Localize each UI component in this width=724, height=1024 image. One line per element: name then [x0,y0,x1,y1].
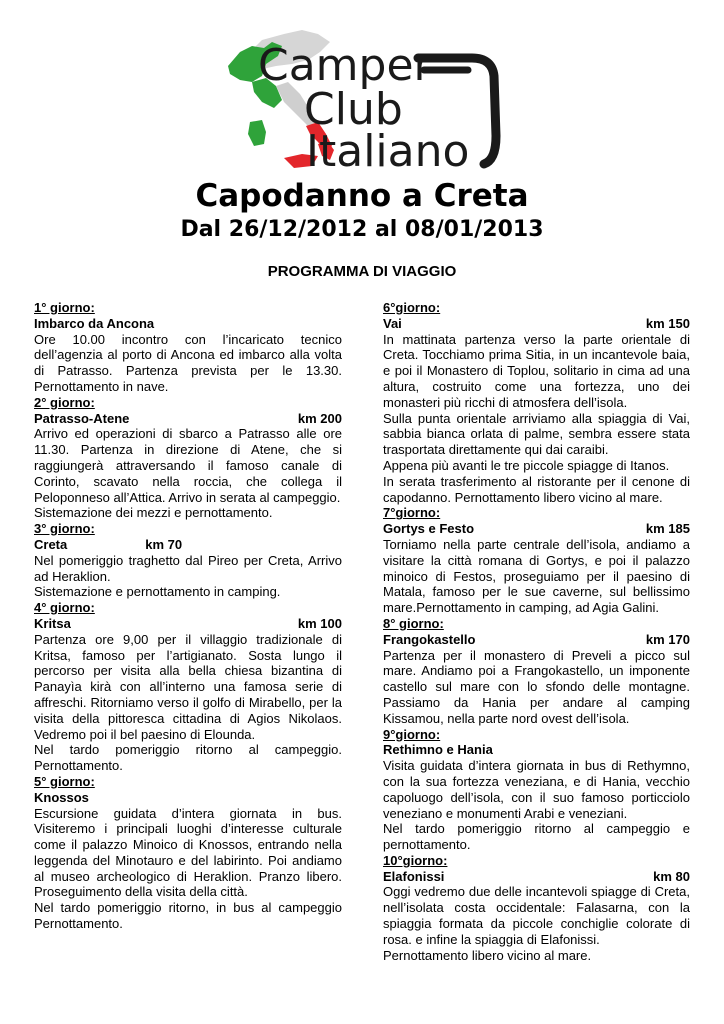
day-place-row [383,742,690,758]
day-block [34,300,342,395]
day-place-row [34,616,342,632]
day-place: Patrasso-Atene [34,410,130,426]
day-description [383,537,690,616]
day-place: Imbarco da Ancona [34,315,155,331]
day-place: Rethimno e Hania [383,742,493,758]
description-paragraph: Escursione guidata d’intera giornata in bus. Visiteremo i principali luoghi d’interesse culturale come il palazzo Minoico di Knossos, entrando nella leggenda del Minotauro e del labirinto. Poi andiamo al museo archeologico di Heraklion. Pranzo libero. Proseguimento della visita della città. [34,805,342,900]
day-place: Vai [383,315,402,331]
itinerary-left-column [34,300,342,932]
day-block [383,616,690,727]
day-description [34,426,342,521]
description-paragraph: Sistemazione e pernottamento in camping. [34,584,281,600]
description-paragraph: Appena più avanti le tre piccole spiagge di Itanos. [383,457,670,473]
description-paragraph: Nel tardo pomeriggio ritorno, in bus al campeggio Pernottamento. [34,900,342,932]
description-paragraph: In mattinata partenza verso la parte orientale di Creta. Tocchiamo prima Sitia, in un incantevole baia, e poi il Monastero di Toplou, solitario in cima ad una altura, costruito come una fortezza, uno dei monasteri più ricchi di atmosfera dell’isola. [383,331,690,410]
day-place-row [383,632,690,648]
day-block [34,774,342,932]
day-heading: 8° giorno: [383,615,444,631]
day-place-row [34,537,342,553]
description-paragraph: Nel pomeriggio traghetto dal Pireo per Creta, Arrivo ad Heraklion. [34,552,342,584]
day-heading: 4° giorno: [34,600,95,616]
logo-word-club: Club [304,84,403,135]
date-range-subtitle: Dal 26/12/2012 al 08/01/2013 [180,217,544,242]
camper-club-logo [222,18,512,178]
logo-word-camper: Camper [258,40,432,91]
day-heading: 9°giorno: [383,726,441,742]
day-heading: 3° giorno: [34,521,95,537]
day-heading: 1° giorno: [34,300,95,315]
description-paragraph: Torniamo nella parte centrale dell’isola, andiamo a visitare la città romana di Gortys, e poi il palazzo minoico di Festos, proseguiamo per il paesino di Matala, famoso per le sue caverne, sul bellissimo mare.Pernottamento in camping, ad Agia Galini. [383,536,690,616]
day-heading: 2° giorno: [34,394,95,410]
program-heading: PROGRAMMA DI VIAGGIO [267,263,457,280]
italy-map-logo-graphic [222,18,512,178]
page-title: Capodanno a Creta [195,178,529,214]
description-paragraph: Partenza ore 9,00 per il villaggio tradizionale di Kritsa, famoso per l’artigianato. Sosta lungo il percorso per visita alla bella chiesa bizantina di Panayìa kirà con all’interno una famosa serie di affreschi. Ritorniamo verso il golfo di Mirabello, per la visita della pittoresca cittadina di Agios Nikolaos. Vedremo poi il bel paesino di Elounda. [34,631,342,742]
day-place: Gortys e Festo [383,521,475,537]
day-heading: 7°giorno: [383,505,441,521]
description-paragraph: Nel tardo pomeriggio ritorno al campeggio. Pernottamento. [34,742,342,774]
day-heading: 6°giorno: [383,300,441,315]
description-paragraph: Ore 10.00 incontro con l’incaricato tecnico dell’agenzia al porto di Ancona ed imbarco alla volta di Patrasso. Partenza prevista per le 13.30. Pernottamento in nave. [34,331,342,394]
day-place-row [34,411,342,427]
description-paragraph: Sistemazione dei mezzi e pernottamento. [34,505,273,521]
day-distance: km 150 [645,315,690,331]
description-paragraph: Visita guidata d’intera giornata in bus di Rethymno, con la sua fortezza veneziana, e di Hania, vecchio capoluogo dell’isola, con il suo famoso porticciolo veneziano e monumenti Arabi e veneziani. [383,758,690,821]
itinerary-right-column [383,300,690,963]
day-block [383,300,690,505]
day-heading: 10°giorno: [383,852,448,868]
day-place: Frangokastello [383,631,476,647]
day-description [383,648,690,727]
description-paragraph: Partenza per il monastero di Preveli a picco sul mare. Andiamo poi a Frangokastello, un imponente castello sul mare con lo sfondo delle montagne. Passiamo da Hania per andare al camping Kissamou, nella parte nord ovest dell’isola. [383,647,690,726]
day-place-row [34,790,342,806]
description-paragraph: Oggi vedremo due delle incantevoli spiagge di Creta, nell’isolata costa occidentale: Falasarna, con la spiaggia formata da piccole conchiglie colorate di rosa. e infine la spiaggia di Elafonissi. [383,884,690,947]
day-block [383,727,690,853]
day-place-row [383,521,690,537]
day-distance: km 185 [645,521,690,537]
day-place-row [383,316,690,332]
day-distance: km 80 [653,868,690,884]
day-place-row [383,869,690,885]
day-distance: km 170 [645,631,690,647]
description-paragraph: Arrivo ed operazioni di sbarco a Patrasso alle ore 11.30. Partenza in direzione di Atene, che si raggiungerà attraversando il famoso canale di Corinto, scavato nella roccia, che collega il Peloponneso all’Attica. Arrivo in serata al campeggio. [34,426,342,505]
logo-word-italiano: Italiano [306,126,470,177]
day-place: Creta [34,536,68,552]
day-place: Kritsa [34,615,71,631]
day-place: Knossos [34,789,89,805]
day-description [34,332,342,395]
day-description [383,884,690,963]
day-description [34,632,342,774]
day-block [34,395,342,521]
description-paragraph: In serata trasferimento al ristorante per il cenone di capodanno. Pernottamento libero vicino al mare. [383,473,690,505]
day-distance: km 100 [297,615,342,631]
day-place: Elafonissi [383,868,445,884]
description-paragraph: Nel tardo pomeriggio ritorno al campeggio e pernottamento. [383,821,690,853]
day-block [34,521,342,600]
day-distance: km 70 [145,536,183,552]
day-description [383,758,690,853]
description-paragraph: Pernottamento libero vicino al mare. [383,947,592,963]
day-place-row [34,316,342,332]
day-description [34,553,342,600]
day-block [34,600,342,774]
description-paragraph: Sulla punta orientale arriviamo alla spiaggia di Vai, sabbia bianca orlata di palme, sembra essere stata trasportata direttamente qui dai caraibi. [383,410,690,458]
day-block [383,505,690,616]
day-description [383,332,690,506]
day-distance: km 200 [297,410,342,426]
day-heading: 5° giorno: [34,773,95,789]
day-description [34,806,342,932]
day-block [383,853,690,964]
